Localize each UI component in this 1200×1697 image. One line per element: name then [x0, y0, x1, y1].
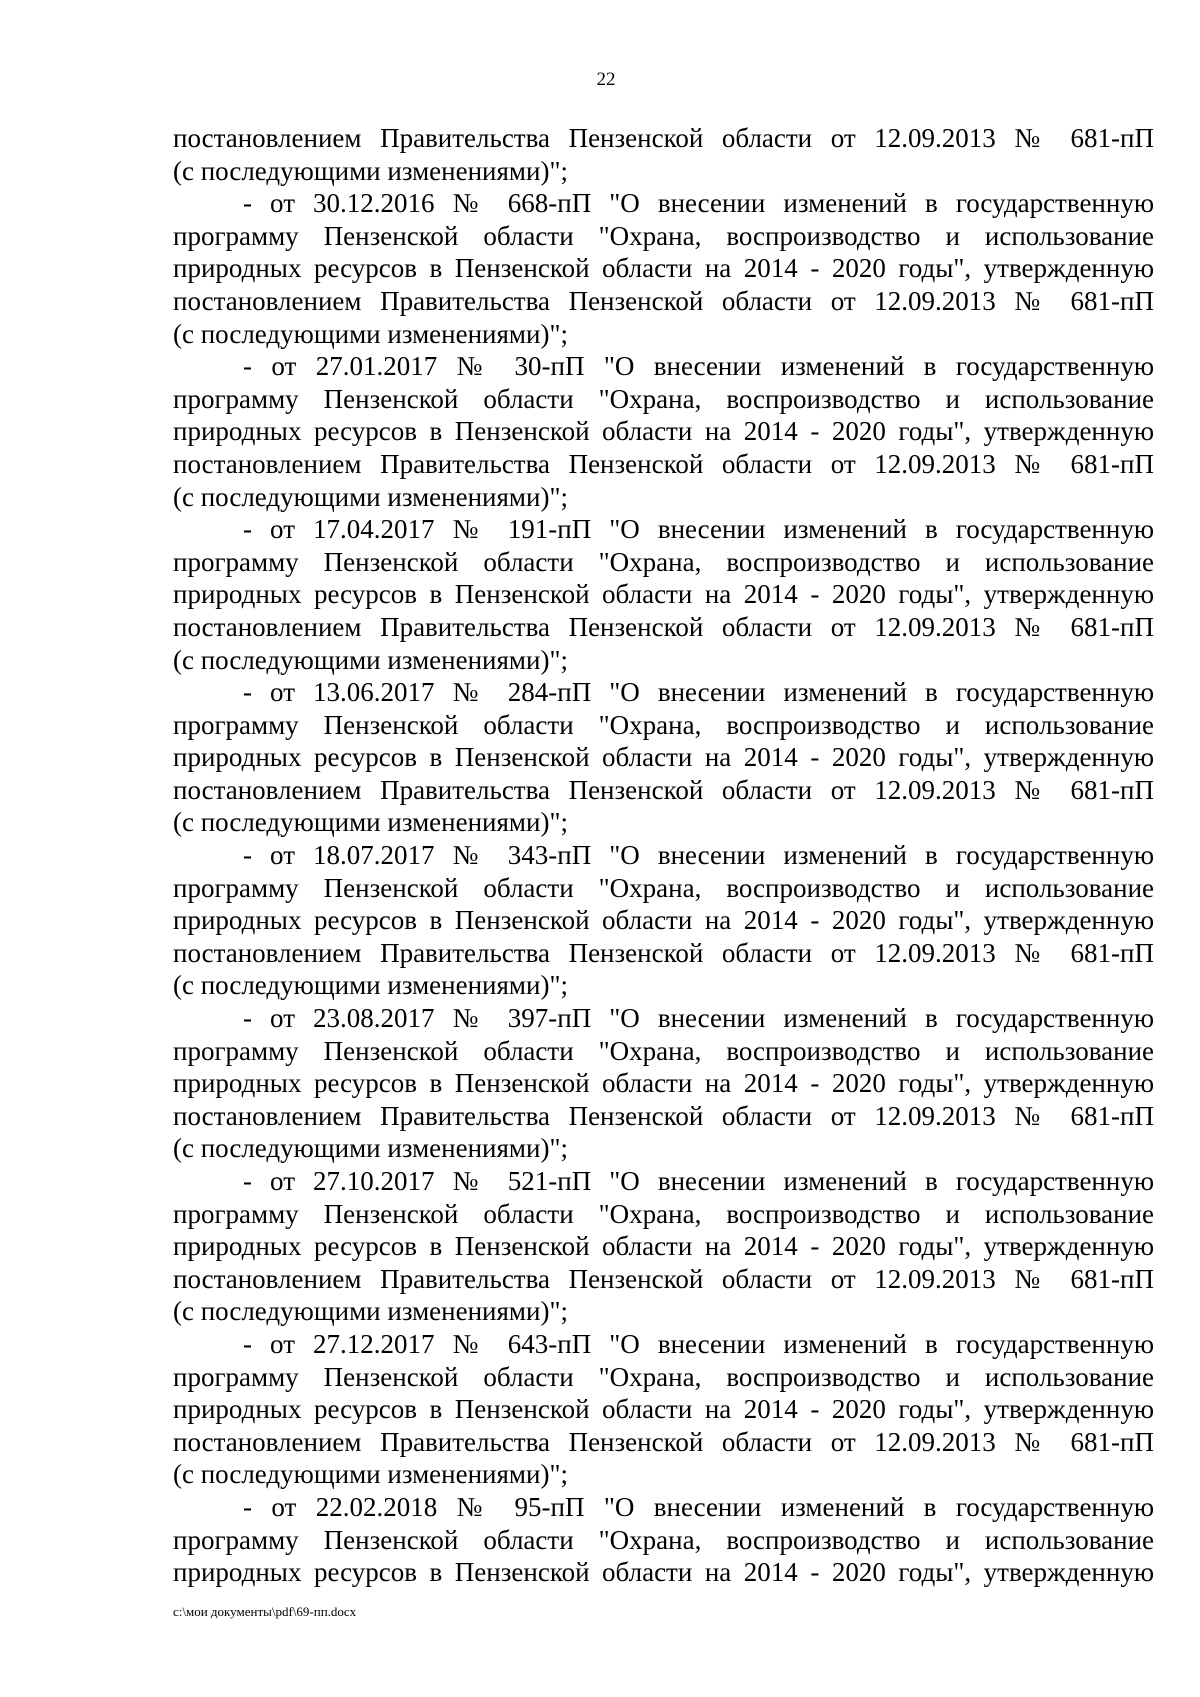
- text-line: природных ресурсов в Пензенской области на 2014 - 2020 годы", утвержденную: [173, 742, 1154, 773]
- text-line: постановлением Правительства Пензенской области от 12.09.2013 № 681-пП: [173, 1263, 1154, 1294]
- list-item: [173, 1491, 1154, 1589]
- text-line: программу Пензенской области "Охрана, воспроизводство и использование: [173, 383, 1154, 414]
- list-item-first-line: - от 30.12.2016 № 668-пП "О внесении изменений в государственную: [243, 188, 1154, 219]
- list-item: [173, 187, 1154, 350]
- list-item-first-line: - от 27.12.2017 № 643-пП "О внесении изменений в государственную: [243, 1328, 1154, 1359]
- text-line: постановлением Правительства Пензенской области от 12.09.2013 № 681-пП: [173, 774, 1154, 805]
- text-line: природных ресурсов в Пензенской области на 2014 - 2020 годы", утвержденную: [173, 1231, 1154, 1262]
- text-line: природных ресурсов в Пензенской области на 2014 - 2020 годы", утвержденную: [173, 905, 1154, 936]
- text-line: (с последующими изменениями)";: [173, 1296, 568, 1327]
- page-number: 22: [596, 69, 616, 90]
- text-line: природных ресурсов в Пензенской области на 2014 - 2020 годы", утвержденную: [173, 1394, 1154, 1425]
- text-line: программу Пензенской области "Охрана, воспроизводство и использование: [173, 1198, 1154, 1229]
- text-line: программу Пензенской области "Охрана, воспроизводство и использование: [173, 546, 1154, 577]
- text-line: (с последующими изменениями)";: [173, 807, 568, 838]
- text-line: природных ресурсов в Пензенской области на 2014 - 2020 годы", утвержденную: [173, 416, 1154, 447]
- text-line: постановлением Правительства Пензенской области от 12.09.2013 № 681-пП: [173, 1426, 1154, 1457]
- text-line: природных ресурсов в Пензенской области на 2014 - 2020 годы", утвержденную: [173, 579, 1154, 610]
- text-line: природных ресурсов в Пензенской области на 2014 - 2020 годы", утвержденную: [173, 1557, 1154, 1588]
- text-line: постановлением Правительства Пензенской области от 12.09.2013 № 681-пП: [173, 611, 1154, 642]
- text-line: программу Пензенской области "Охрана, воспроизводство и использование: [173, 1035, 1154, 1066]
- text-line: программу Пензенской области "Охрана, воспроизводство и использование: [173, 1524, 1154, 1555]
- text-line: (с последующими изменениями)";: [173, 318, 568, 349]
- list-item-first-line: - от 17.04.2017 № 191-пП "О внесении изменений в государственную: [243, 514, 1154, 545]
- text-line: (с последующими изменениями)";: [173, 481, 568, 512]
- text-line: постановлением Правительства Пензенской области от 12.09.2013 № 681-пП: [173, 285, 1154, 316]
- list-item-first-line: - от 27.01.2017 № 30-пП "О внесении изменений в государственную: [243, 351, 1154, 382]
- list-item-first-line: - от 13.06.2017 № 284-пП "О внесении изменений в государственную: [243, 677, 1154, 708]
- text-line: природных ресурсов в Пензенской области на 2014 - 2020 годы", утвержденную: [173, 1068, 1154, 1099]
- footer-file-path: c:\мои документы\pdf\69-пп.docx: [173, 1604, 357, 1619]
- list-item: [173, 676, 1154, 839]
- text-line: программу Пензенской области "Охрана, воспроизводство и использование: [173, 872, 1154, 903]
- list-item-first-line: - от 27.10.2017 № 521-пП "О внесении изменений в государственную: [243, 1166, 1154, 1196]
- list-item: [173, 1002, 1154, 1165]
- document-body: [173, 122, 1154, 1589]
- list-item-first-line: - от 23.08.2017 № 397-пП "О внесении изменений в государственную: [243, 1003, 1154, 1034]
- text-line: постановлением Правительства Пензенской области от 12.09.2013 № 681-пП: [173, 448, 1154, 479]
- text-line: природных ресурсов в Пензенской области на 2014 - 2020 годы", утвержденную: [173, 253, 1154, 284]
- text-line: (с последующими изменениями)";: [173, 155, 568, 186]
- list-item: [173, 513, 1154, 676]
- text-line: постановлением Правительства Пензенской области от 12.09.2013 № 681-пП: [173, 123, 1154, 153]
- text-line: постановлением Правительства Пензенской области от 12.09.2013 № 681-пП: [173, 937, 1154, 968]
- text-line: постановлением Правительства Пензенской области от 12.09.2013 № 681-пП: [173, 1100, 1154, 1131]
- text-line: (с последующими изменениями)";: [173, 644, 568, 675]
- list-item: [173, 839, 1154, 1002]
- list-item: [173, 1165, 1154, 1328]
- list-item: [173, 1328, 1154, 1491]
- text-line: (с последующими изменениями)";: [173, 1459, 568, 1490]
- list-item-first-line: - от 18.07.2017 № 343-пП "О внесении изменений в государственную: [243, 840, 1154, 871]
- text-line: программу Пензенской области "Охрана, воспроизводство и использование: [173, 709, 1154, 740]
- text-line: (с последующими изменениями)";: [173, 1133, 568, 1164]
- list-item: [173, 350, 1154, 513]
- list-item-first-line: - от 22.02.2018 № 95-пП "О внесении изменений в государственную: [243, 1491, 1154, 1522]
- text-line: (с последующими изменениями)";: [173, 970, 568, 1001]
- text-line: программу Пензенской области "Охрана, воспроизводство и использование: [173, 1361, 1154, 1392]
- text-line: программу Пензенской области "Охрана, воспроизводство и использование: [173, 220, 1154, 251]
